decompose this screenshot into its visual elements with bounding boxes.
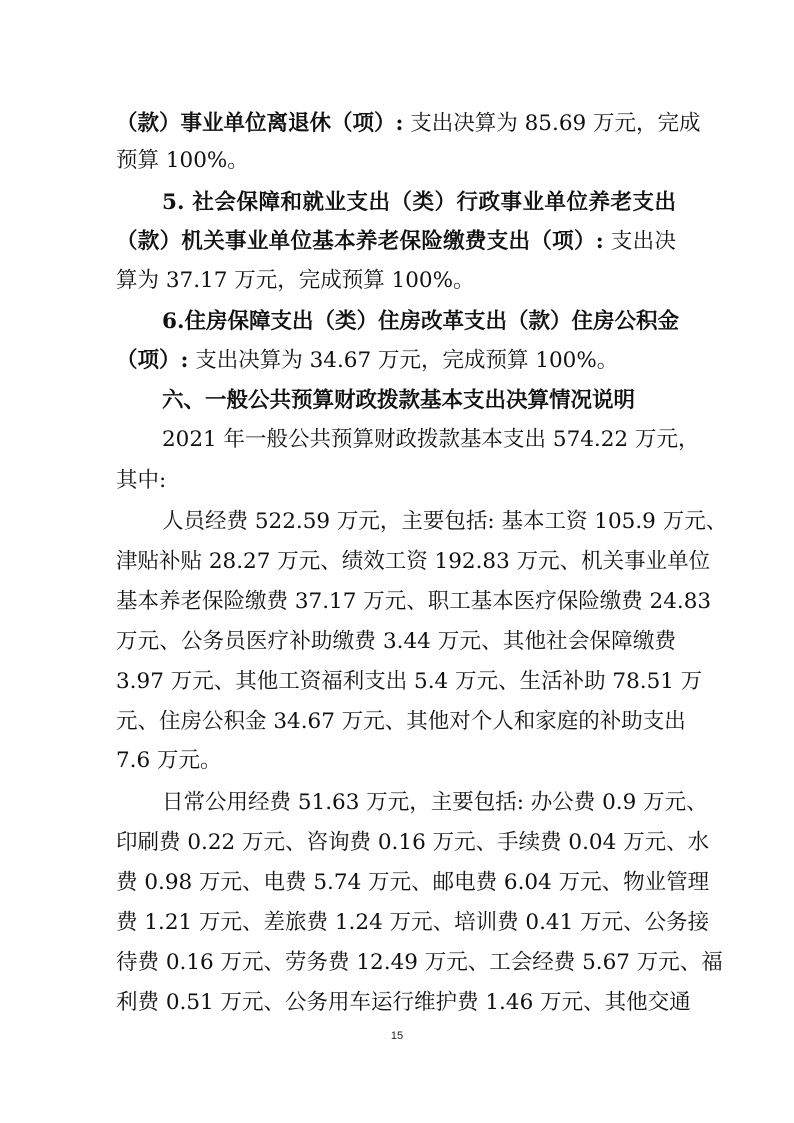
text-line: 基本养老保险缴费 37.17 万元、职工基本医疗保险缴费 24.83 (116, 589, 712, 614)
text-line: 元、住房公积金 34.67 万元、其他对个人和家庭的补助支出 (116, 709, 686, 734)
text-line: 人员经费 522.59 万元，主要包括: 基本工资 105.9 万元、 (162, 509, 728, 534)
section-heading: 5. 社会保障和就业支出（类）行政事业单位养老支出 (162, 190, 676, 215)
text-line: 印刷费 0.22 万元、咨询费 0.16 万元、手续费 0.04 万元、水 (116, 830, 710, 855)
page-number: 15 (390, 1030, 404, 1042)
section-heading: （款）机关事业单位基本养老保险缴费支出（项）: 支出决 (116, 229, 676, 254)
text-line: 费 1.21 万元、差旅费 1.24 万元、培训费 0.41 万元、公务接 (116, 910, 710, 935)
text-line: 利费 0.51 万元、公务用车运行维护费 1.46 万元、其他交通 (116, 990, 691, 1015)
section-heading: 6.住房保障支出（类）住房改革支出（款）住房公积金 (162, 309, 679, 334)
text-line: 津贴补贴 28.27 万元、绩效工资 192.83 万元、机关事业单位 (116, 549, 711, 574)
text-line: 待费 0.16 万元、劳务费 12.49 万元、工会经费 5.67 万元、福 (116, 950, 723, 975)
text-line: （项）: 支出决算为 34.67 万元，完成预算 100%。 (116, 348, 619, 373)
text-line: 算为 37.17 万元，完成预算 100%。 (116, 268, 475, 293)
text-line: （款）事业单位离退休（项）: 支出决算为 85.69 万元，完成 (116, 111, 701, 136)
text-line: 3.97 万元、其他工资福利支出 5.4 万元、生活补助 78.51 万 (116, 669, 703, 694)
text-line: 万元、公务员医疗补助缴费 3.44 万元、其他社会保障缴费 (116, 629, 676, 654)
section-heading: 六、一般公共预算财政拨款基本支出决算情况说明 (162, 388, 636, 413)
text-line: 7.6 万元。 (116, 748, 222, 773)
text-line: 费 0.98 万元、电费 5.74 万元、邮电费 6.04 万元、物业管理 (116, 870, 710, 895)
text-line: 日常公用经费 51.63 万元，主要包括: 办公费 0.9 万元、 (162, 790, 708, 815)
text-line: 2021 年一般公共预算财政拨款基本支出 574.22 万元， (162, 427, 700, 452)
text-line: 其中: (116, 468, 167, 493)
text-line: 预算 100%。 (116, 148, 249, 173)
